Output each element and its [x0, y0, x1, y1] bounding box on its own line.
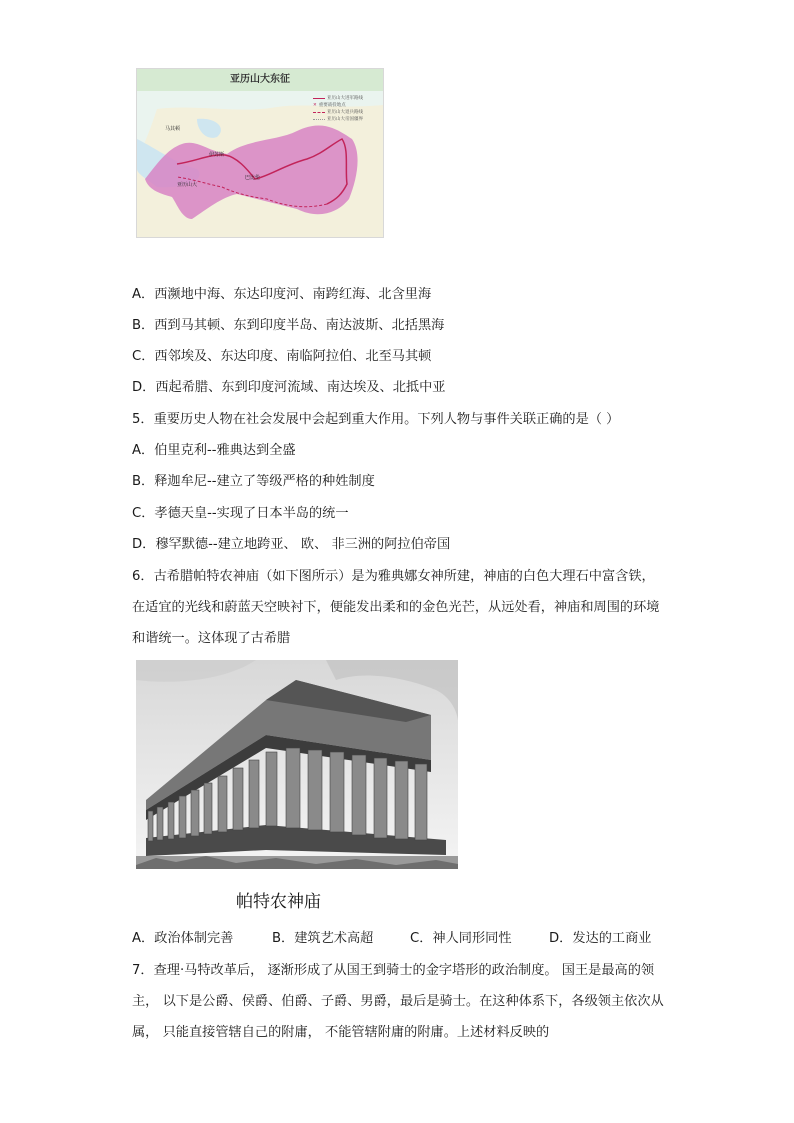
route-swatch [313, 112, 325, 113]
parthenon-photo [136, 660, 458, 869]
map-label: 亚历山大 [177, 182, 198, 188]
border-swatch [313, 119, 325, 120]
q6-option-a: A．政治体制完善 [132, 931, 234, 946]
q6-stem: 6．古希腊帕特农神庙（如下图所示）是为雅典娜女神所建，神庙的白色大理石中富含铁，在适宜的光线和蔚蓝天空映衬下，便能发出柔和的金色光芒，从远处看，神庙和周围的环境和谐统一。这体现了古希腊 [132, 569, 660, 646]
map-legend-label: 亚历山大退兵路线 [327, 110, 363, 115]
q4-option-c: C．西邻埃及、东达印度、南临阿拉伯、北至马其顿 [132, 349, 432, 364]
parthenon-drawing [136, 660, 458, 869]
map-label: 马其顿 [165, 126, 181, 132]
map-label: 伊苏斯 [209, 152, 225, 158]
map-legend-label: 亚历山大帝国疆界 [327, 117, 363, 122]
map-legend-item [313, 109, 379, 116]
map-legend-label: 重要战役地点 [318, 103, 346, 108]
q5-stem: 5．重要历史人物在社会发展中会起到重大作用。下列人物与事件关联正确的是（ ） [132, 412, 620, 427]
battle-star-icon: ✕ [313, 103, 317, 108]
q5-option-a: A．伯里克利--雅典达到全盛 [132, 443, 296, 458]
map-legend [313, 95, 379, 123]
map-title: 亚历山大东征 [137, 69, 383, 91]
q6-option-c: C．神人同形同性 [410, 931, 512, 946]
photo-caption: 帕特农神庙 [236, 892, 321, 912]
q4-option-d: D．西起希腊、东到印度河流域、南达埃及、北抵中亚 [132, 380, 446, 395]
q5-option-c: C．孝德天皇--实现了日本半岛的统一 [132, 506, 349, 521]
map-legend-item [313, 95, 379, 102]
map-label: 巴比伦 [245, 175, 261, 181]
q7-stem: 7．查理·马特改革后， 逐渐形成了从国王到骑士的金字塔形的政治制度。 国王是最高的领主， 以下是公爵、侯爵、伯爵、子爵、男爵，最后是骑士。在这种体系下，各级领主依次从属， 只能直接管辖自己的附庸， 不能管辖附庸的附庸。上述材料反映的 [132, 963, 664, 1040]
alexander-campaign-map [136, 68, 384, 238]
map-legend-item [313, 102, 379, 109]
q5-option-b: B．释迦牟尼--建立了等级严格的种姓制度 [132, 474, 375, 489]
map-legend-label: 亚历山大进军路线 [327, 96, 363, 101]
map-legend-item [313, 116, 379, 123]
q6-option-d: D．发达的工商业 [549, 931, 652, 946]
route-swatch [313, 98, 325, 99]
q4-option-a: A．西濒地中海、东达印度河、南跨红海、北含里海 [132, 287, 432, 302]
q5-option-d: D．穆罕默德--建立地跨亚、 欧、 非三洲的阿拉伯帝国 [132, 537, 451, 552]
q4-option-b: B．西到马其顿、东到印度半岛、南达波斯、北括黑海 [132, 318, 445, 333]
q6-option-b: B．建筑艺术高超 [272, 931, 374, 946]
